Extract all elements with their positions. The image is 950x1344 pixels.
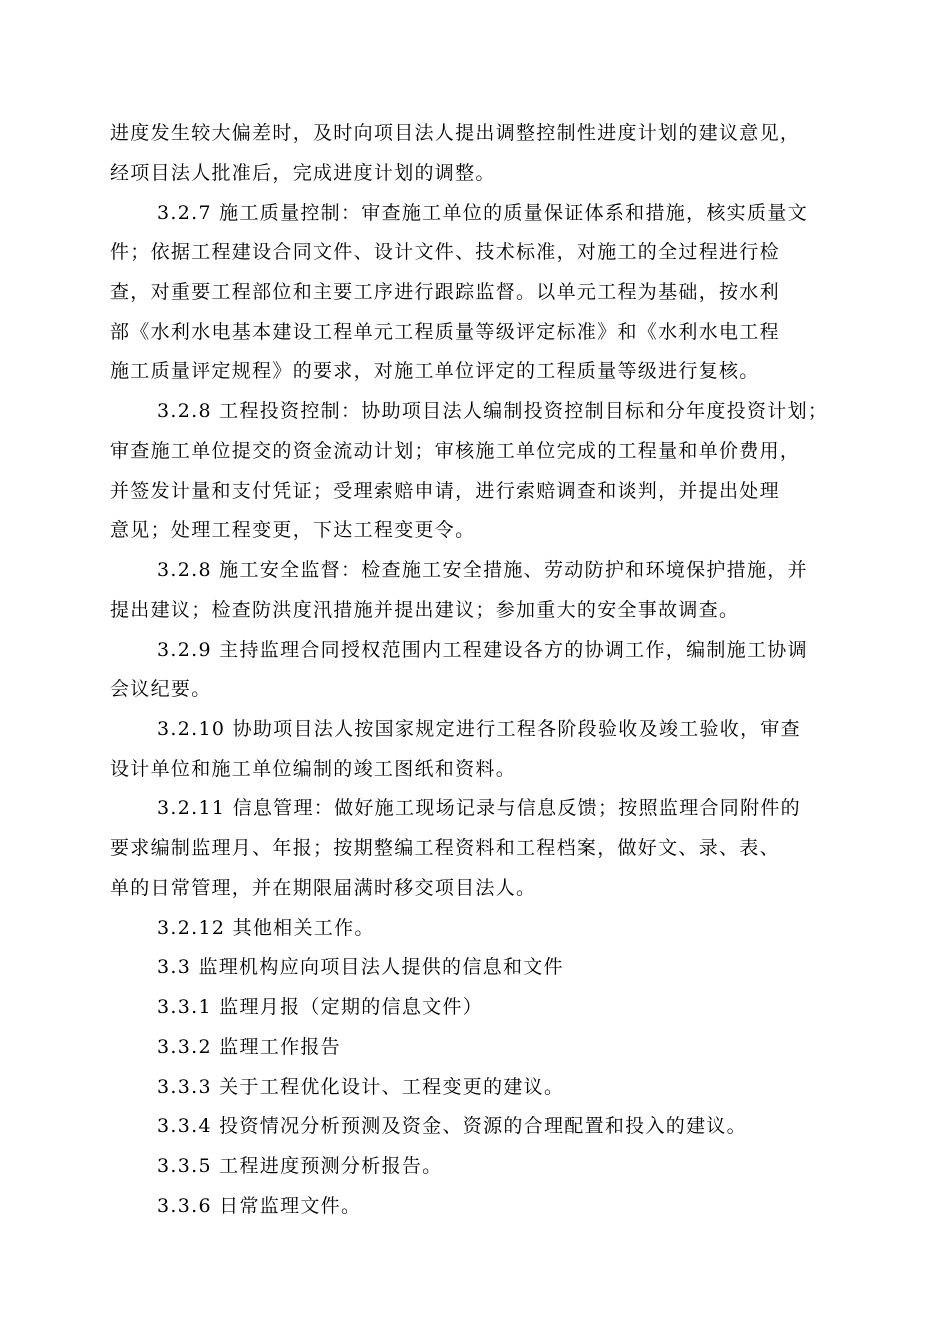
text-line: 部《水利水电基本建设工程单元工程质量等级评定标准》和《水利水电工程 (110, 321, 780, 343)
text-line: 进度发生较大偏差时，及时向项目法人提出调整控制性进度计划的建议意见， (110, 122, 801, 144)
text-line: 3.2.10 协助项目法人按国家规定进行工程各阶段验收及竣工验收，审查 (157, 718, 801, 740)
text-line: 设计单位和施工单位编制的竣工图纸和资料。 (110, 758, 517, 780)
text-line: 3.3.4 投资情况分析预测及资金、资源的合理配置和投入的建议。 (157, 1115, 747, 1137)
text-line: 单的日常管理，并在期限届满时移交项目法人。 (110, 877, 537, 899)
text-line: 3.3.3 关于工程优化设计、工程变更的建议。 (157, 1076, 565, 1098)
text-line: 意见；处理工程变更，下达工程变更令。 (110, 519, 476, 541)
text-line: 3.2.8 施工安全监督：检查施工安全措施、劳动防护和环境保护措施，并 (157, 559, 808, 581)
text-line: 3.3.5 工程进度预测分析报告。 (157, 1155, 443, 1177)
text-line: 3.2.9 主持监理合同授权范围内工程建设各方的协调工作，编制施工协调 (157, 639, 808, 661)
text-line: 3.2.8 工程投资控制：协助项目法人编制投资控制目标和分年度投资计划； (157, 400, 829, 422)
text-line: 3.3 监理机构应向项目法人提供的信息和文件 (157, 956, 564, 978)
text-line: 审查施工单位提交的资金流动计划；审核施工单位完成的工程量和单价费用， (110, 440, 801, 462)
text-line: 提出建议；检查防洪度汛措施并提出建议；参加重大的安全事故调查。 (110, 599, 740, 621)
text-line: 查，对重要工程部位和主要工序进行跟踪监督。以单元工程为基础，按水利 (110, 281, 780, 303)
text-line: 3.2.12 其他相关工作。 (157, 917, 375, 939)
text-line: 会议纪要。 (110, 678, 212, 700)
text-line: 要求编制监理月、年报；按期整编工程资料和工程档案，做好文、录、表、 (110, 837, 780, 859)
text-line: 3.3.1 监理月报（定期的信息文件） (157, 996, 484, 1018)
text-line: 经项目法人批准后，完成进度计划的调整。 (110, 162, 496, 184)
text-line: 施工质量评定规程》的要求，对施工单位评定的工程质量等级进行复核。 (110, 360, 760, 382)
text-line: 件；依据工程建设合同文件、设计文件、技术标准，对施工的全过程进行检 (110, 241, 780, 263)
text-line: 3.2.11 信息管理：做好施工现场记录与信息反馈；按照监理合同附件的 (157, 797, 801, 819)
text-line: 3.3.6 日常监理文件。 (157, 1195, 362, 1217)
text-line: 3.3.2 监理工作报告 (157, 1036, 341, 1058)
text-line: 并签发计量和支付凭证；受理索赔申请，进行索赔调查和谈判，并提出处理 (110, 480, 780, 502)
text-line: 3.2.7 施工质量控制：审查施工单位的质量保证体系和措施，核实质量文 (157, 202, 808, 224)
